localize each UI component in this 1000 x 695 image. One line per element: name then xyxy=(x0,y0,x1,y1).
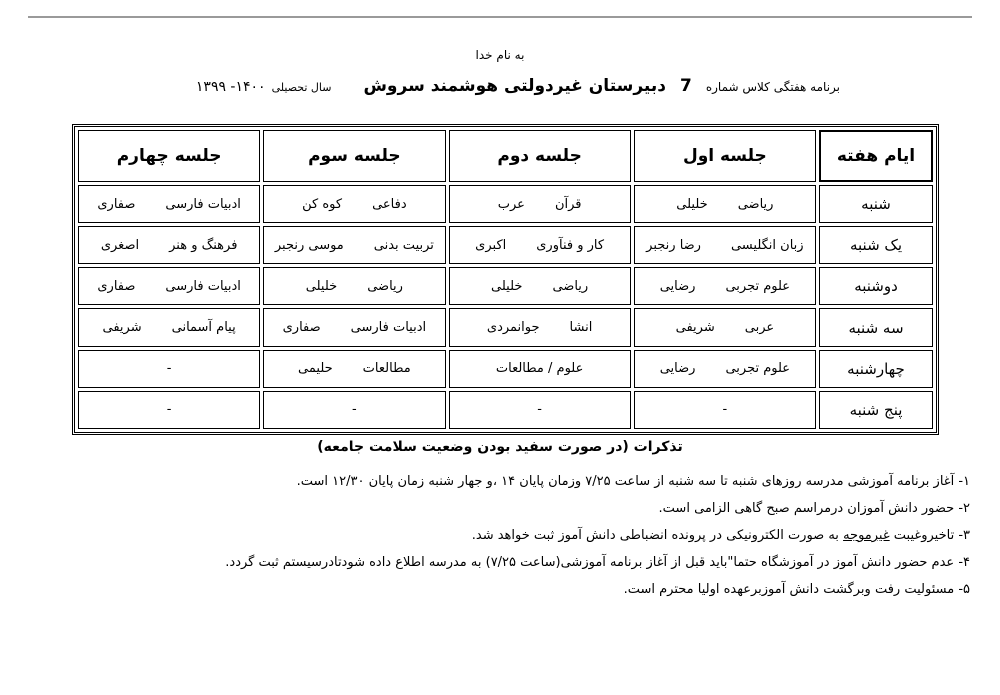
day-cell: سه شنبه xyxy=(819,308,933,346)
subject: ریاضی xyxy=(552,278,589,294)
teacher: کوه کن xyxy=(302,196,343,212)
table-cell xyxy=(634,267,816,305)
header-session-1: جلسه اول xyxy=(634,130,816,182)
header-session-3: جلسه سوم xyxy=(263,130,445,182)
subject: - xyxy=(722,402,728,418)
teacher: شریفی xyxy=(102,320,142,336)
subject: ادبیات فارسی xyxy=(165,278,241,294)
day-cell: یک شنبه xyxy=(819,226,933,264)
subject: زبان انگلیسی xyxy=(730,237,804,253)
table-cell xyxy=(263,391,445,429)
teacher: رضا رنجبر xyxy=(646,237,701,253)
subject: علوم / مطالعات xyxy=(495,361,584,377)
year-label: سال تحصیلی xyxy=(271,81,332,94)
table-cell xyxy=(449,391,631,429)
note-item xyxy=(30,522,970,549)
subject: علوم تجربی xyxy=(725,361,791,377)
school-name: دبیرستان غیردولتی هوشمند سروش xyxy=(363,76,666,96)
notes-title: تذکرات (در صورت سفید بودن وضعیت سلامت جامعه) xyxy=(317,439,683,455)
table-cell xyxy=(78,226,260,264)
table-cell xyxy=(263,308,445,346)
note-text: ۴- عدم حضور دانش آموز در آموزشگاه حتما"باید قبل از آغاز برنامه آموزشی(ساعت ۷/۲۵) به مدرسه اطلاع داده شودتادرسیستم ثبت گردد. xyxy=(225,555,970,570)
subject: قرآن xyxy=(554,196,582,212)
subject: - xyxy=(537,402,542,418)
subject: - xyxy=(352,402,357,418)
day-cell: پنج شنبه xyxy=(819,391,933,429)
subject: ادبیات فارسی xyxy=(350,320,427,336)
teacher: صفاری xyxy=(97,196,136,212)
day-cell: دوشنبه xyxy=(819,267,933,305)
note-item xyxy=(30,468,970,495)
teacher: اصغری xyxy=(100,237,140,253)
teacher: خلیلی xyxy=(676,196,708,212)
teacher: رضایی xyxy=(659,278,696,294)
teacher: خلیلی xyxy=(491,278,523,294)
table-row xyxy=(78,267,933,305)
subject: ریاضی xyxy=(367,278,403,294)
table-cell xyxy=(634,226,816,264)
subject: ادبیات فارسی xyxy=(165,196,241,212)
notes-list xyxy=(30,468,970,603)
schedule-table xyxy=(75,127,936,432)
table-cell xyxy=(449,350,631,388)
teacher: خلیلی xyxy=(305,278,338,294)
teacher: موسی رنجبر xyxy=(274,237,344,253)
teacher: رضایی xyxy=(659,361,696,377)
header-day: ایام هفته xyxy=(819,130,933,182)
note-text: به صورت الکترونیکی در پرونده انضباطی دانش آموز ثبت خواهد شد. xyxy=(471,528,844,543)
teacher: شریفی xyxy=(675,320,715,336)
subject: فرهنگ و هنر xyxy=(169,237,238,253)
subject: کار و فنآوری xyxy=(536,237,605,253)
year-value: ۱۴۰۰- ۱۳۹۹ xyxy=(195,79,266,95)
class-number: 7 xyxy=(679,76,692,96)
table-cell xyxy=(78,267,260,305)
table-cell xyxy=(263,350,445,388)
table-row xyxy=(78,350,933,388)
header-session-2: جلسه دوم xyxy=(449,130,631,182)
table-row xyxy=(78,226,933,264)
note-item xyxy=(30,576,970,603)
subject: مطالعات xyxy=(362,361,411,377)
subject: ریاضی xyxy=(737,196,774,212)
table-cell xyxy=(78,185,260,223)
header-session-4: جلسه چهارم xyxy=(78,130,260,182)
teacher: صفاری xyxy=(282,320,321,336)
table-cell xyxy=(634,308,816,346)
program-label: برنامه هفتگی کلاس شماره xyxy=(705,80,840,94)
table-cell xyxy=(449,185,631,223)
table-cell xyxy=(449,267,631,305)
table-cell xyxy=(449,308,631,346)
page-header xyxy=(160,76,840,106)
subject: پیام آسمانی xyxy=(171,320,236,336)
teacher: جوانمردی xyxy=(486,320,540,336)
subject: علوم تجربی xyxy=(725,278,791,294)
subject: عربی xyxy=(744,320,775,336)
subject: تربیت بدنی xyxy=(373,237,434,253)
table-cell xyxy=(78,391,260,429)
schedule-table-frame xyxy=(72,124,939,435)
table-cell xyxy=(263,267,445,305)
note-text: ۱- آغاز برنامه آموزشی مدرسه روزهای شنبه تا سه شنبه از ساعت ۷/۲۵ وزمان پایان ۱۴ ،و جهار شنبه زمان پایان ۱۲/۳۰ است. xyxy=(296,474,970,489)
teacher: اکبری xyxy=(475,237,507,253)
table-cell xyxy=(78,308,260,346)
teacher: عرب xyxy=(497,196,525,212)
top-rule xyxy=(28,16,972,18)
table-cell xyxy=(634,391,816,429)
note-text: ۲- حضور دانش آموزان درمراسم صبح گاهی الزامی است. xyxy=(658,501,970,516)
note-item xyxy=(30,549,970,576)
table-row xyxy=(78,308,933,346)
table-row xyxy=(78,185,933,223)
subject: - xyxy=(166,402,172,418)
note-underlined-text: غیرموجه xyxy=(843,528,890,543)
note-text: ۵- مسئولیت رفت وبرگشت دانش آموزبرعهده اولیا محترم است. xyxy=(623,582,970,597)
basmala: به نام خدا xyxy=(475,48,525,62)
table-cell xyxy=(634,350,816,388)
table-cell xyxy=(449,226,631,264)
table-cell xyxy=(78,350,260,388)
table-cell xyxy=(263,185,445,223)
subject: دفاعی xyxy=(372,196,407,212)
subject: - xyxy=(166,361,172,377)
table-cell xyxy=(634,185,816,223)
table-row xyxy=(78,391,933,429)
teacher: حلیمی xyxy=(298,361,333,377)
teacher: صفاری xyxy=(97,278,136,294)
note-item xyxy=(30,495,970,522)
day-cell: چهارشنبه xyxy=(819,350,933,388)
subject: انشا xyxy=(569,320,593,336)
table-header-row xyxy=(78,130,933,182)
note-text: ۳- تاخیروغیبت xyxy=(889,528,970,543)
table-cell xyxy=(263,226,445,264)
day-cell: شنبه xyxy=(819,185,933,223)
